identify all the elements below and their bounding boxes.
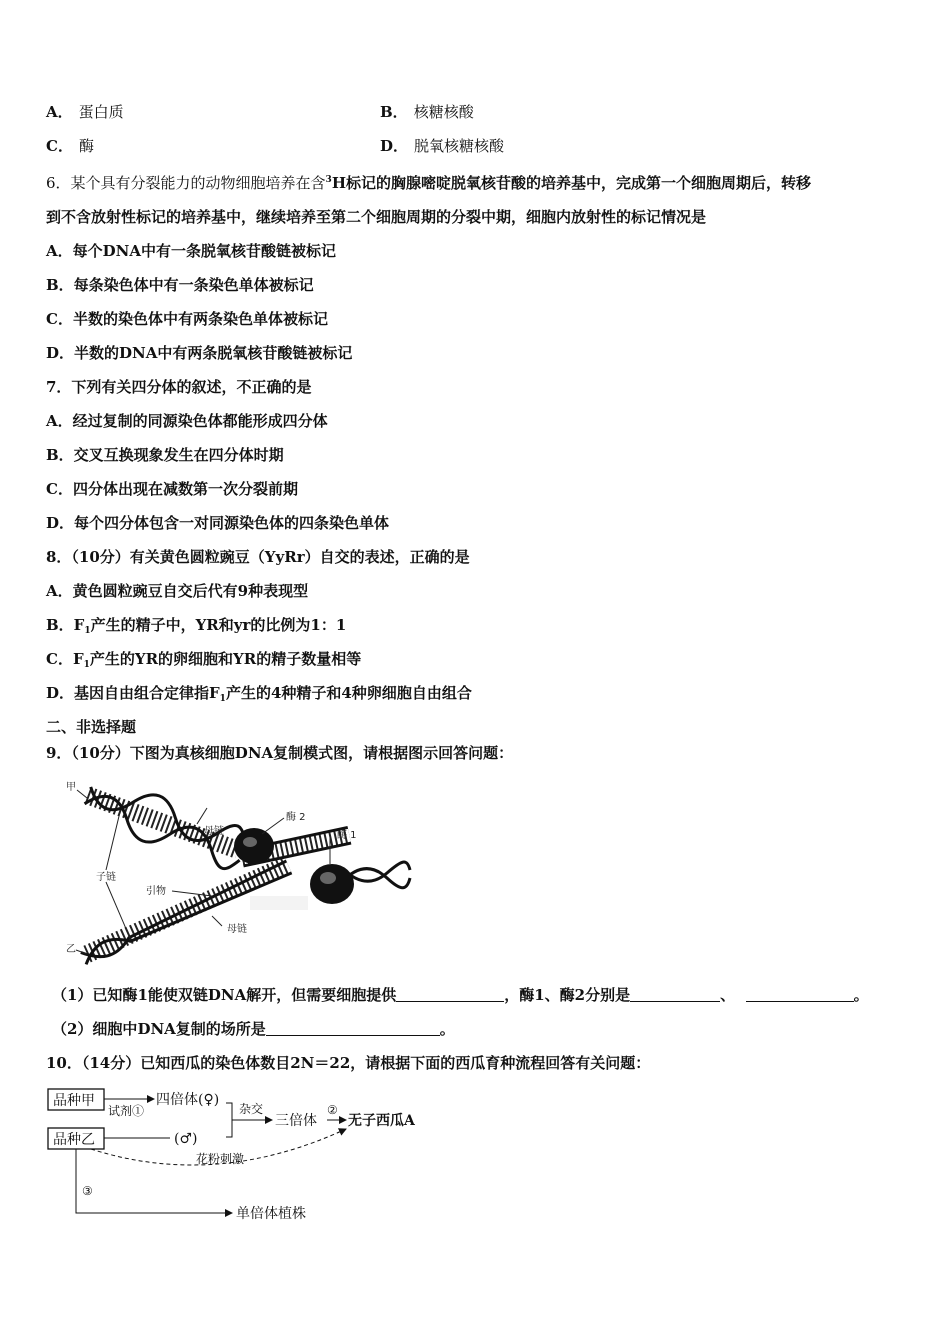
q9-sub2-end: 。 xyxy=(439,1020,455,1038)
q6-stem-line2: 到不含放射性标记的培养基中，继续培养至第二个细胞周期的分裂中期，细胞内放射性的标记情况是 xyxy=(46,208,707,226)
q8-option-d-pre: D．基因自由组合定律指F xyxy=(46,684,220,702)
watermelon-breeding-flowchart xyxy=(46,1085,466,1225)
q8-option-d-post: 产生的4种精子和4种卵细胞自由组合 xyxy=(225,684,472,702)
q6-stem-line1 xyxy=(46,170,811,193)
label-yi: 乙 xyxy=(66,944,76,955)
q5-option-d xyxy=(380,136,504,156)
step3-label: ③ xyxy=(82,1184,93,1198)
haploid-label: 单倍体植株 xyxy=(236,1206,306,1222)
step2-label: ② xyxy=(327,1103,338,1117)
male-label: (♂) xyxy=(174,1131,198,1147)
label-daughter-strand: 子链 xyxy=(96,872,116,883)
q8-option-b xyxy=(46,615,346,641)
q5-option-c-text: 酶 xyxy=(78,137,94,155)
q8-stem: 8．（10分）有关黄色圆粒豌豆（YyRr）自交的表述，正确的是 xyxy=(46,548,470,566)
label-primer: 引物 xyxy=(146,886,166,897)
q9-sub2 xyxy=(52,1019,455,1039)
tetraploid-label: 四倍体(♀) xyxy=(156,1092,220,1108)
q10-stem: 10．（14分）已知西瓜的染色体数目2N＝22，请根据下面的西瓜育种流程回答有关问题： xyxy=(46,1054,651,1072)
q7-option-b: B．交叉互换现象发生在四分体时期 xyxy=(46,446,284,464)
variety-a-label: 品种甲 xyxy=(53,1093,95,1109)
cross-bracket xyxy=(226,1103,232,1137)
label-parent-strand-bottom: 母链 xyxy=(227,924,247,935)
q6-option-d: D．半数的DNA中有两条脱氧核苷酸链被标记 xyxy=(46,344,353,362)
q7-option-c: C．四分体出现在减数第一次分裂前期 xyxy=(46,480,298,498)
q5-option-a xyxy=(46,102,124,122)
enzyme-1-blob xyxy=(310,864,354,904)
cross-label: 杂交 xyxy=(239,1102,264,1116)
q5-option-a-letter: A． xyxy=(46,103,73,121)
enzyme-2-blob xyxy=(234,828,274,864)
q6-option-b: B．每条染色体中有一条染色单体被标记 xyxy=(46,276,314,294)
q6-stem-b: H标记的胸腺嘧啶脱氧核苷酸的培养基中，完成第一个细胞周期后，转移 xyxy=(331,174,811,192)
label-parent-strand-top: 母链 xyxy=(204,826,224,837)
figure-smudge xyxy=(250,896,308,910)
q5-option-d-letter: D． xyxy=(380,137,409,155)
q7-stem: 7．下列有关四分体的叙述，不正确的是 xyxy=(46,378,312,396)
section-heading: 二、非选择题 xyxy=(46,718,137,736)
q8-option-c xyxy=(46,649,361,675)
q8-option-d xyxy=(46,683,472,709)
q9-blank-3[interactable] xyxy=(746,987,854,1002)
q8-option-b-post: 产生的精子中，YR和yr的比例为1：1 xyxy=(90,616,347,634)
q5-option-b xyxy=(380,102,474,122)
q8-option-a: A．黄色圆粒豌豆自交后代有9种表现型 xyxy=(46,582,309,600)
label-jia: 甲 xyxy=(66,782,76,793)
q5-option-b-letter: B． xyxy=(380,103,408,121)
q5-option-c xyxy=(46,136,94,156)
q8-option-c-pre: C．F xyxy=(46,650,84,668)
q8-option-c-sub: 1 xyxy=(83,660,90,670)
triploid-label: 三倍体 xyxy=(275,1113,317,1129)
reagent-label: 试剂① xyxy=(108,1104,145,1118)
q8-option-d-sub: 1 xyxy=(219,694,226,704)
q9-blank-4[interactable] xyxy=(266,1021,440,1036)
q9-sub1-a: （1）已知酶1能使双链DNA解开，但需要细胞提供 xyxy=(52,986,397,1004)
q9-blank-2[interactable] xyxy=(630,987,720,1002)
q9-sub1-end: 。 xyxy=(853,986,869,1004)
variety-b-label: 品种乙 xyxy=(53,1132,95,1148)
q8-option-b-sub: 1 xyxy=(84,626,91,636)
q9-sub1-sep: 、 xyxy=(720,986,736,1004)
label-enzyme-1: 酶 1 xyxy=(337,830,357,841)
upper-parent-helix xyxy=(79,778,250,874)
q5-option-c-letter: C． xyxy=(46,137,73,155)
label-enzyme-2: 酶 2 xyxy=(286,812,306,823)
q5-option-a-text: 蛋白质 xyxy=(78,103,124,121)
q7-option-a: A．经过复制的同源染色体都能形成四分体 xyxy=(46,412,328,430)
q9-sub1 xyxy=(52,985,869,1005)
q9-sub2-a: （2）细胞中DNA复制的场所是 xyxy=(52,1020,266,1038)
q8-option-b-pre: B．F xyxy=(46,616,85,634)
q6-option-a: A．每个DNA中有一条脱氧核苷酸链被标记 xyxy=(46,242,336,260)
dna-replication-figure xyxy=(62,778,412,970)
pollen-label: 花粉刺激 xyxy=(196,1152,245,1166)
seedless-label: 无子西瓜A xyxy=(348,1113,415,1129)
q6-superscript: 3 xyxy=(325,175,332,185)
q5-option-d-text: 脱氧核糖核酸 xyxy=(414,137,505,155)
q9-stem: 9．（10分）下图为真核细胞DNA复制模式图，请根据图示回答问题： xyxy=(46,744,514,762)
q9-blank-1[interactable] xyxy=(396,987,504,1002)
q8-option-c-post: 产生的YR的卵细胞和YR的精子数量相等 xyxy=(89,650,362,668)
q6-option-c: C．半数的染色体中有两条染色单体被标记 xyxy=(46,310,328,328)
q7-option-d: D．每个四分体包含一对同源染色体的四条染色单体 xyxy=(46,514,390,532)
q5-option-b-text: 核糖核酸 xyxy=(413,103,474,121)
q9-sub1-b: ，酶1、酶2分别是 xyxy=(504,986,631,1004)
q6-stem-a: 6．某个具有分裂能力的动物细胞培养在含 xyxy=(46,174,326,192)
